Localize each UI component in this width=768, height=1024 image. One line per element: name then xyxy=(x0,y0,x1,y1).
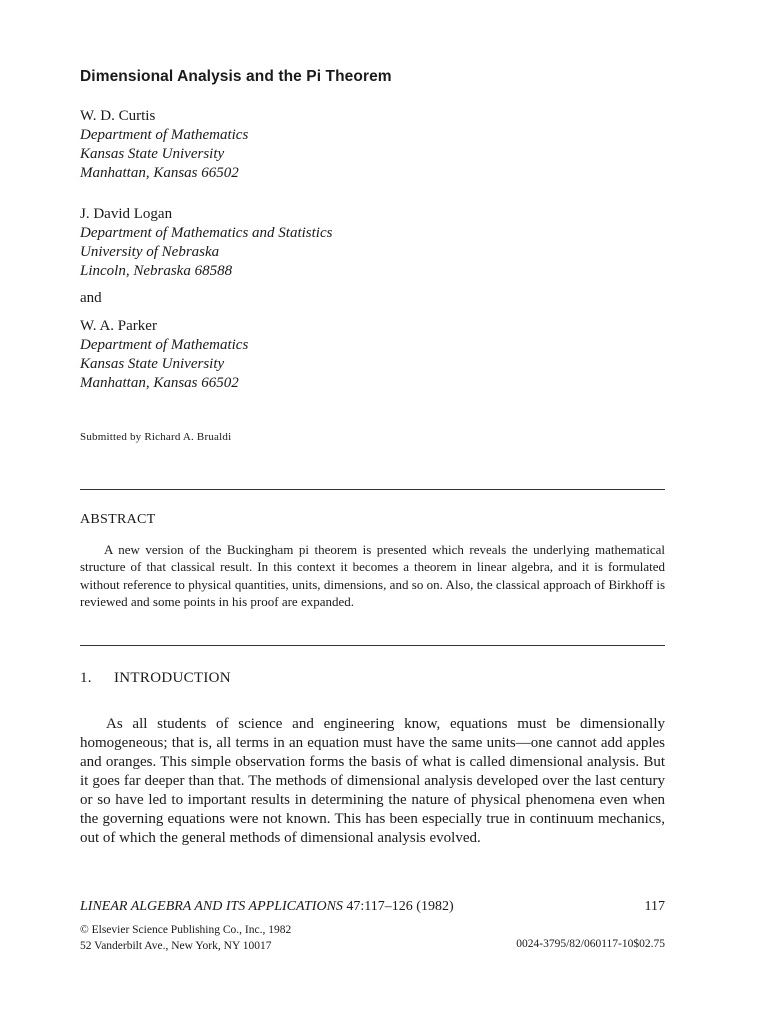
journal-name: LINEAR ALGEBRA AND ITS APPLICATIONS xyxy=(80,899,343,914)
page-number: 117 xyxy=(644,899,665,914)
submitted-by-note: Submitted by Richard A. Brualdi xyxy=(80,431,232,443)
publisher-address: 52 Vanderbilt Ave., New York, NY 10017 xyxy=(80,940,272,952)
abstract-text: A new version of the Buckingham pi theorem is presented which reveals the underlying mathematical structure of that classical result. In this context it becomes a theorem in linear algebra, and it is formulated without reference to physical quantities, units, dimensions, and so on. Also, the classical approach of Birkhoff is reviewed and some points in his proof are expanded. xyxy=(80,542,665,610)
section-title: INTRODUCTION xyxy=(114,670,231,686)
author-affiliation-line: Lincoln, Nebraska 68588 xyxy=(80,263,233,279)
author-block-2 xyxy=(80,205,332,281)
abstract-heading: ABSTRACT xyxy=(80,512,156,527)
author-affiliation-line: Manhattan, Kansas 66502 xyxy=(80,165,239,181)
author-name: W. A. Parker xyxy=(80,318,157,334)
author-affiliation-line: Manhattan, Kansas 66502 xyxy=(80,375,239,391)
author-affiliation-line: Kansas State University xyxy=(80,146,225,162)
author-name: J. David Logan xyxy=(80,206,173,222)
copyright-notice xyxy=(80,922,291,954)
author-block-3 xyxy=(80,317,248,393)
paper-title: Dimensional Analysis and the Pi Theorem xyxy=(80,68,392,85)
journal-volume-pages: 47:117–126 (1982) xyxy=(342,899,454,914)
author-block-1 xyxy=(80,107,248,183)
issn-code: 0024-3795/82/060117-10$02.75 xyxy=(516,938,665,950)
introduction-paragraph: As all students of science and engineering know, equations must be dimensionally homogeneous; that is, all terms in an equation must have the same units—one cannot add apples and oranges. This simple observation forms the basis of what is called dimensional analysis. But it goes far deeper than that. The methods of dimensional analysis developed over the last century or so have led to important results in determining the nature of physical phenomena even when the governing equations were not known. This has been especially true in continuum mechanics, out of which the general methods of dimensional analysis evolved. xyxy=(80,716,665,846)
author-affiliation-line: University of Nebraska xyxy=(80,244,220,260)
section-heading xyxy=(80,670,231,687)
copyright-line: © Elsevier Science Publishing Co., Inc., 1982 xyxy=(80,924,292,936)
section-number: 1. xyxy=(80,670,92,686)
author-affiliation-line: Department of Mathematics xyxy=(80,337,249,353)
author-conjunction: and xyxy=(80,290,102,306)
journal-citation xyxy=(80,899,454,915)
author-affiliation-line: Department of Mathematics and Statistics xyxy=(80,225,333,241)
abstract-top-divider xyxy=(80,489,665,490)
abstract-bottom-divider xyxy=(80,645,665,646)
author-affiliation-line: Department of Mathematics xyxy=(80,127,249,143)
author-name: W. D. Curtis xyxy=(80,108,156,124)
author-affiliation-line: Kansas State University xyxy=(80,356,225,372)
